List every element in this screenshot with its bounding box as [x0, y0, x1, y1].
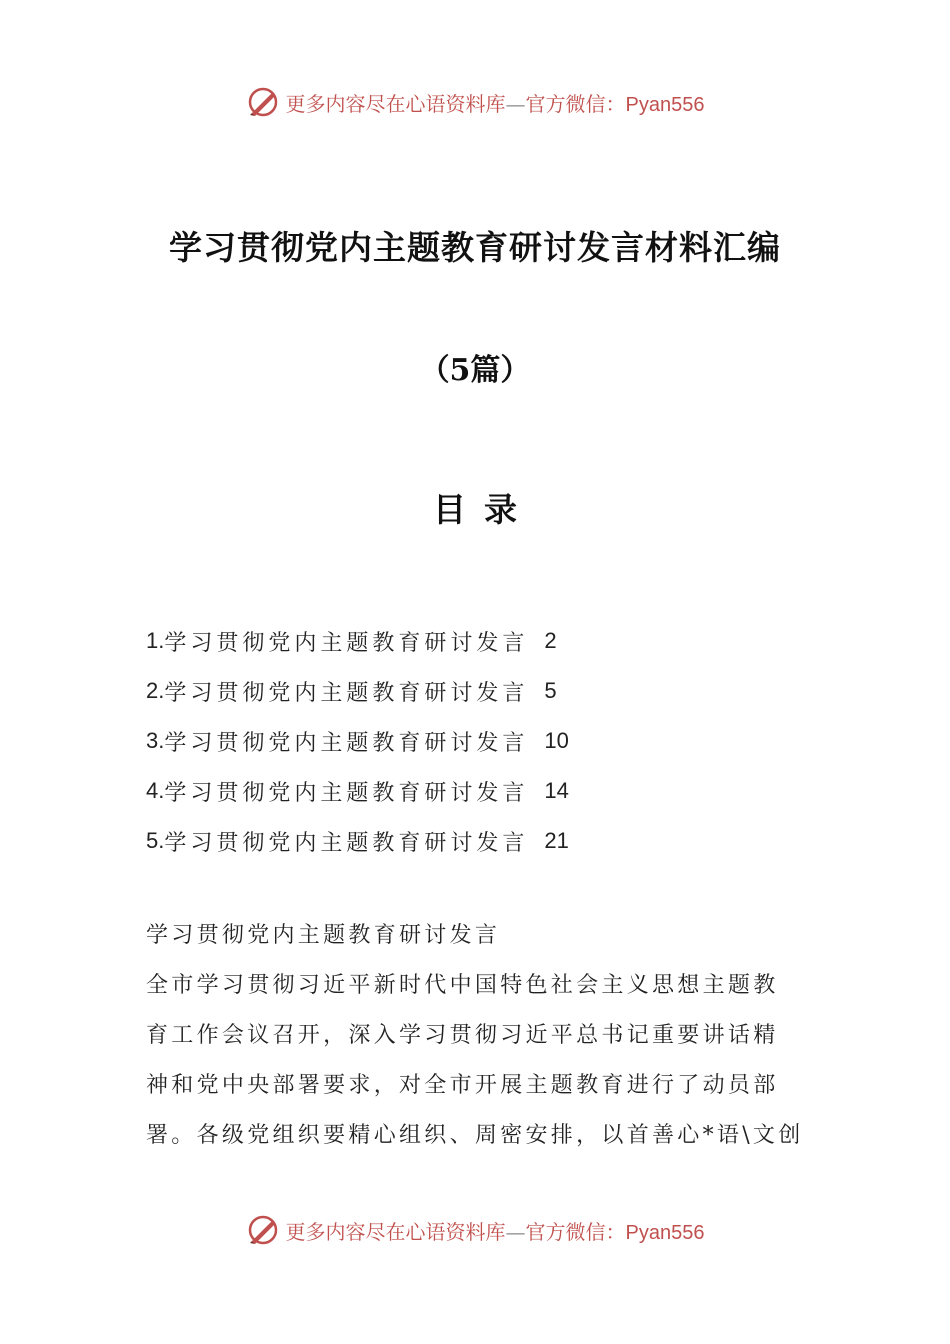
toc-item-text: 学习贯彻党内主题教育研讨发言	[164, 630, 529, 656]
toc-item[interactable]	[146, 816, 706, 866]
toc-item-number: 2.	[146, 678, 165, 703]
toc-item-page: 21	[544, 828, 569, 853]
document-title: 学习贯彻党内主题教育研讨发言材料汇编	[169, 228, 781, 267]
header-banner	[0, 82, 950, 122]
toc-item-text: 学习贯彻党内主题教育研讨发言	[164, 830, 529, 856]
toc-item-text: 学习贯彻党内主题教育研讨发言	[164, 680, 529, 706]
toc-item[interactable]	[146, 716, 706, 766]
footer-banner	[0, 1210, 950, 1250]
toc-item-text: 学习贯彻党内主题教育研讨发言	[164, 780, 529, 806]
paragraph-line: 全市学习贯彻习近平新时代中国特色社会主义思想主题教	[146, 973, 779, 998]
pen-logo-icon	[246, 1213, 280, 1247]
document-subtitle: （5篇）	[419, 353, 531, 388]
toc-heading: 目录	[433, 490, 535, 529]
toc-item-page: 5	[544, 678, 557, 703]
toc-item-page: 14	[544, 778, 569, 803]
toc-item[interactable]	[146, 616, 706, 666]
pen-logo-icon	[246, 85, 280, 119]
paragraph-line: 神和党中央部署要求，对全市开展主题教育进行了动员部	[146, 1073, 779, 1098]
paragraph-line: 署。各级党组织要精心组织、周密安排，以首善心*语\文创	[146, 1123, 804, 1148]
toc-item-page: 2	[544, 628, 557, 653]
banner-text: 更多内容尽在心语资料库—官方微信：Pyan556	[285, 91, 705, 116]
table-of-contents	[146, 616, 706, 866]
toc-item-text: 学习贯彻党内主题教育研讨发言	[164, 730, 529, 756]
banner-text: 更多内容尽在心语资料库—官方微信：Pyan556	[285, 1219, 705, 1244]
toc-item-number: 4.	[146, 778, 165, 803]
toc-item-number: 1.	[146, 628, 165, 653]
toc-item-page: 10	[544, 728, 569, 753]
paragraph-line: 育工作会议召开，深入学习贯彻习近平总书记重要讲话精	[146, 1023, 779, 1048]
section-heading: 学习贯彻党内主题教育研讨发言	[146, 923, 501, 948]
toc-item-number: 3.	[146, 728, 165, 753]
toc-item[interactable]	[146, 766, 706, 816]
body-text	[146, 911, 810, 1161]
toc-item[interactable]	[146, 666, 706, 716]
toc-item-number: 5.	[146, 828, 165, 853]
